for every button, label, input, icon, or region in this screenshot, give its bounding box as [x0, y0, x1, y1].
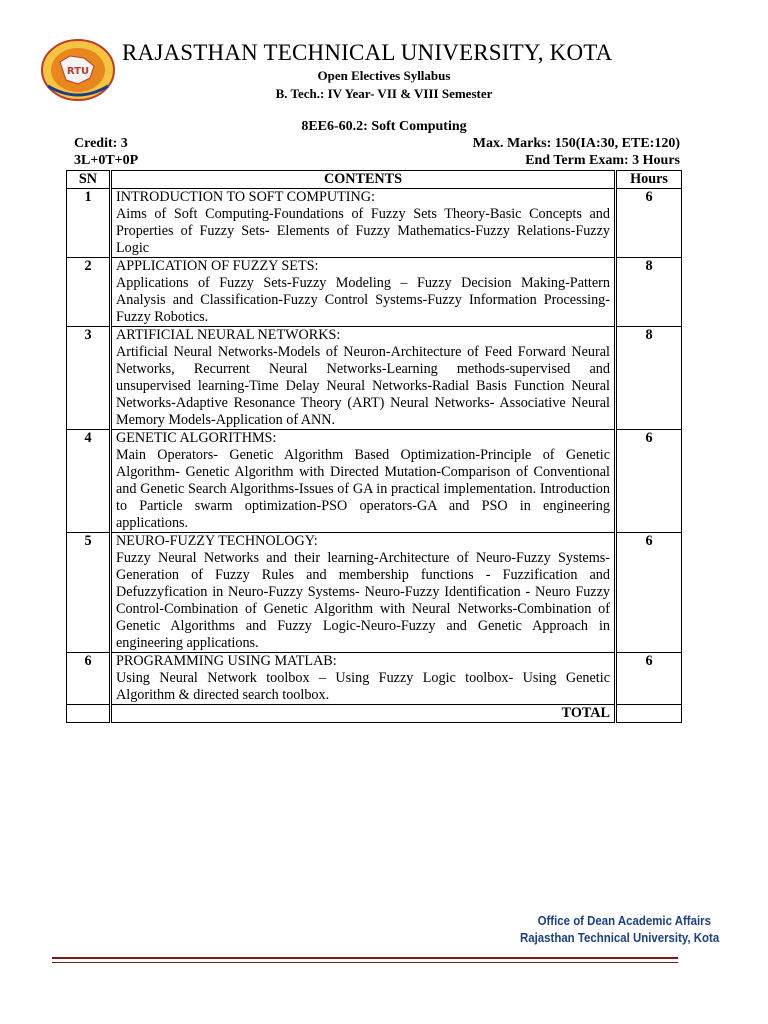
unit-title: INTRODUCTION TO SOFT COMPUTING:: [116, 189, 375, 205]
total-label: TOTAL: [111, 705, 616, 723]
unit-number: 4: [67, 430, 111, 533]
unit-number: 2: [67, 258, 111, 327]
logo-text: RTU: [66, 66, 90, 77]
unit-title: NEURO-FUZZY TECHNOLOGY:: [116, 533, 318, 549]
unit-description: Artificial Neural Networks-Models of Neuron-Architecture of Feed Forward Neural Networks, Recurrent Neural Networks-Learning methods-supervised and unsupervised learning-Time Delay Neural Networks-Radial Basis Function Neural Networks-Adaptive Resonance Theory (ART) Neural Networks- Associative Neural Memory Models-Application of ANN.: [116, 344, 610, 428]
table-row: [67, 258, 682, 327]
footer-rule-thin: [52, 962, 678, 963]
table-row: [67, 533, 682, 653]
unit-number: 5: [67, 533, 111, 653]
unit-contents: [111, 533, 616, 653]
unit-hours: 8: [616, 258, 682, 327]
credit-label: Credit: 3: [74, 136, 128, 151]
dean-office-stamp: [520, 912, 720, 946]
syllabus-table: [66, 170, 682, 723]
unit-hours: 6: [616, 533, 682, 653]
unit-title: APPLICATION OF FUZZY SETS:: [116, 258, 319, 274]
ltp-label: 3L+0T+0P: [74, 153, 139, 168]
unit-contents: [111, 189, 616, 258]
header-contents: CONTENTS: [111, 171, 616, 189]
unit-description: Aims of Soft Computing-Foundations of Fuzzy Sets Theory-Basic Concepts and Properties of Fuzzy Sets- Elements of Fuzzy Mathematics-Fuzzy Relations-Fuzzy Logic: [116, 206, 610, 256]
unit-title: PROGRAMMING USING MATLAB:: [116, 653, 337, 669]
unit-hours: 6: [616, 430, 682, 533]
unit-description: Using Neural Network toolbox – Using Fuzzy Logic toolbox- Using Genetic Algorithm & directed search toolbox.: [116, 670, 610, 703]
table-row: [67, 189, 682, 258]
table-row: [67, 653, 682, 705]
header-hours: Hours: [616, 171, 682, 189]
unit-title: ARTIFICIAL NEURAL NETWORKS:: [116, 327, 341, 343]
unit-number: 6: [67, 653, 111, 705]
unit-number: 1: [67, 189, 111, 258]
exam-duration-label: End Term Exam: 3 Hours: [525, 153, 680, 168]
unit-description: Fuzzy Neural Networks and their learning-Architecture of Neuro-Fuzzy Systems- Generation of Fuzzy Rules and membership functions - Fuzzification and Defuzzyfication in Neuro-Fuzzy Systems- Neuro-Fuzzy Identification - Neuro Fuzzy Control-Combination of Genetic Algorithm with Neural Networks-Combination of Genetic Algorithms and Fuzzy Logic-Neuro-Fuzzy and Genetic Approach in engineering applications.: [116, 550, 610, 651]
stamp-line-2: Rajasthan Technical University, Kota: [520, 930, 720, 945]
total-sn-cell: [67, 705, 111, 723]
unit-contents: [111, 653, 616, 705]
max-marks-label: Max. Marks: 150(IA:30, ETE:120): [472, 136, 680, 151]
course-meta-row-1: [74, 136, 680, 152]
footer-rule: [52, 957, 678, 959]
table-row: [67, 327, 682, 430]
total-row: [67, 705, 682, 723]
stamp-line-1: Office of Dean Academic Affairs: [537, 913, 711, 928]
unit-description: Main Operators- Genetic Algorithm Based Optimization-Principle of Genetic Algorithm- Genetic Algorithm with Directed Mutation-Comparison of Conventional and Genetic Search Algorithms-Issues of GA in practical implementation. Introduction to Particle swarm optimization-PSO operators-GA and PSO in engineering applications.: [116, 447, 610, 531]
unit-title: GENETIC ALGORITHMS:: [116, 430, 277, 446]
unit-number: 3: [67, 327, 111, 430]
unit-hours: 6: [616, 189, 682, 258]
university-name: RAJASTHAN TECHNICAL UNIVERSITY, KOTA: [122, 40, 613, 65]
course-title: 8EE6-60.2: Soft Computing: [301, 119, 467, 134]
unit-hours: 6: [616, 653, 682, 705]
unit-contents: [111, 327, 616, 430]
header-sn: SN: [67, 171, 111, 189]
unit-description: Applications of Fuzzy Sets-Fuzzy Modeling – Fuzzy Decision Making-Pattern Analysis and Classification-Fuzzy Control Systems-Fuzzy Information Processing- Fuzzy Robotics.: [116, 275, 610, 325]
course-meta-row-2: [74, 153, 680, 169]
unit-contents: [111, 258, 616, 327]
total-hours: [616, 705, 682, 723]
table-header-row: [67, 171, 682, 189]
program-semester: B. Tech.: IV Year- VII & VIII Semester: [275, 86, 493, 101]
table-row: [67, 430, 682, 533]
syllabus-type: Open Electives Syllabus: [317, 68, 451, 83]
unit-contents: [111, 430, 616, 533]
unit-hours: 8: [616, 327, 682, 430]
